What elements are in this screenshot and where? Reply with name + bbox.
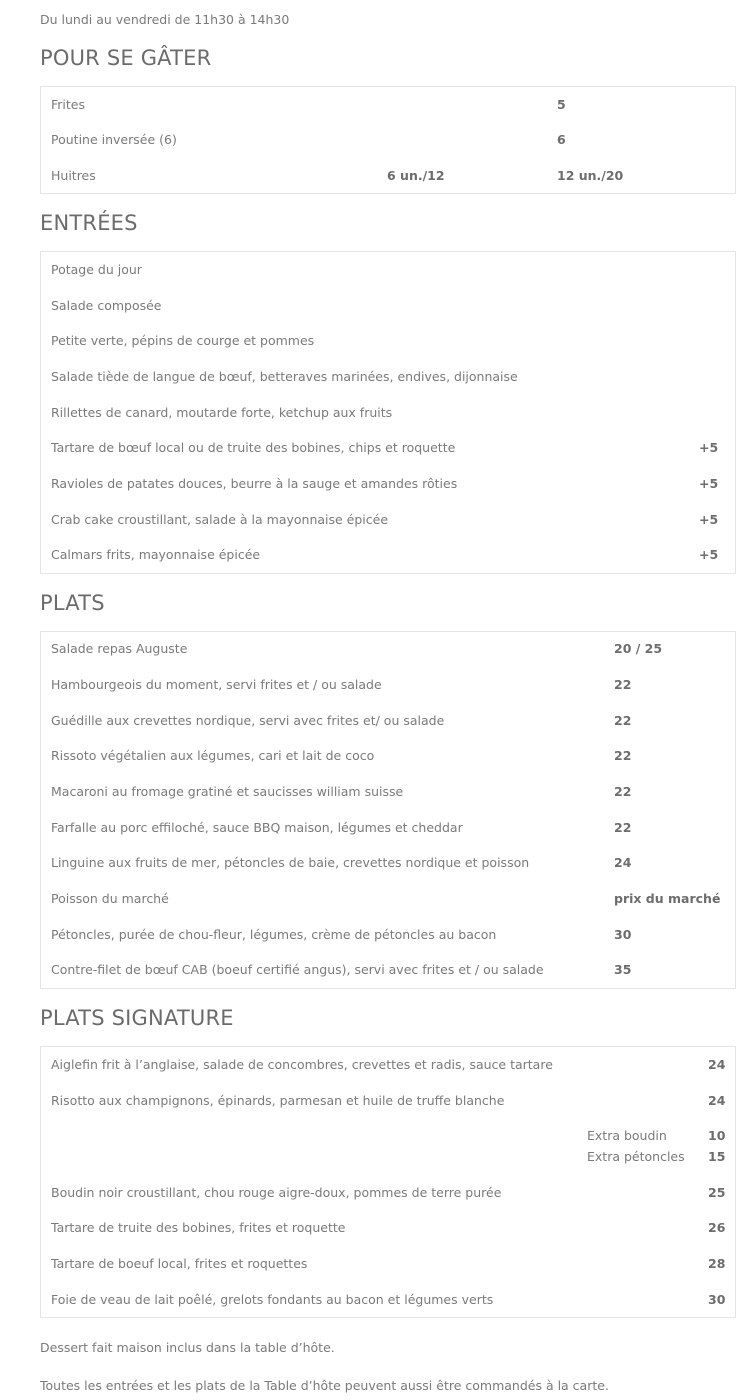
item-name: Risotto aux champignons, épinards, parmesan et huile de truffe blanche xyxy=(51,1093,505,1108)
menu-item xyxy=(41,711,735,731)
a-la-carte-note: Toutes les entrées et les plats de la Table d’hôte peuvent aussi être commandés à la carte. xyxy=(40,1378,609,1393)
item-price: 24 xyxy=(708,1057,726,1072)
item-name: Crab cake croustillant, salade à la mayonnaise épicée xyxy=(51,512,389,527)
item-price: 30 xyxy=(708,1292,726,1307)
dessert-note: Dessert fait maison inclus dans la table d’hôte. xyxy=(40,1340,335,1355)
item-name: Potage du jour xyxy=(51,262,142,277)
menu-item xyxy=(41,1254,735,1274)
item-name: Tartare de truite des bobines, frites et roquette xyxy=(51,1220,346,1235)
item-price: 35 xyxy=(614,962,632,977)
item-name: Huitres xyxy=(51,168,96,183)
menu-item xyxy=(41,639,735,659)
menu-item xyxy=(41,889,735,909)
extra-name: Extra pétoncles xyxy=(587,1149,685,1164)
item-price: 22 xyxy=(614,784,632,799)
item-price: 24 xyxy=(708,1093,726,1108)
menu-item xyxy=(41,818,735,838)
item-name: Poisson du marché xyxy=(51,891,169,906)
menu-box-signature xyxy=(40,1046,736,1318)
item-name: Salade composée xyxy=(51,298,162,313)
extra-price: 10 xyxy=(708,1128,726,1143)
item-name: Tartare de boeuf local, frites et roquettes xyxy=(51,1256,308,1271)
extra-name: Extra boudin xyxy=(587,1128,667,1143)
section-title-signature: PLATS SIGNATURE xyxy=(40,1006,234,1030)
menu-item xyxy=(41,367,735,387)
menu-item xyxy=(41,1183,735,1203)
menu-item xyxy=(41,296,735,316)
item-name: Hambourgeois du moment, servi frites et / ou salade xyxy=(51,677,382,692)
menu-item xyxy=(41,675,735,695)
section-title-gater: POUR SE GÂTER xyxy=(40,46,212,70)
item-name: Guédille aux crevettes nordique, servi avec frites et/ ou salade xyxy=(51,713,445,728)
menu-item xyxy=(41,545,735,565)
item-price-small: 6 un./12 xyxy=(387,168,445,183)
menu-item xyxy=(41,260,735,280)
item-name: Ravioles de patates douces, beurre à la sauge et amandes rôties xyxy=(51,476,458,491)
item-name: Salade tiède de langue de bœuf, betteraves marinées, endives, dijonnaise xyxy=(51,369,518,384)
menu-item xyxy=(41,1218,735,1238)
menu-item xyxy=(41,1055,735,1075)
item-price: 6 xyxy=(557,132,566,147)
menu-item xyxy=(41,438,735,458)
item-price: 26 xyxy=(708,1220,726,1235)
item-price: 5 xyxy=(557,97,566,112)
item-name: Rillettes de canard, moutarde forte, ketchup aux fruits xyxy=(51,405,393,420)
item-name: Aiglefin frit à l’anglaise, salade de concombres, crevettes et radis, sauce tartare xyxy=(51,1057,553,1072)
item-price: prix du marché xyxy=(614,891,721,906)
item-name: Rissoto végétalien aux légumes, cari et lait de coco xyxy=(51,748,375,763)
menu-item xyxy=(41,130,735,150)
item-price: 22 xyxy=(614,820,632,835)
item-name: Foie de veau de lait poêlé, grelots fondants au bacon et légumes verts xyxy=(51,1292,494,1307)
item-price: +5 xyxy=(699,547,719,562)
item-price-large: 12 un./20 xyxy=(557,168,624,183)
menu-item xyxy=(41,925,735,945)
item-name: Salade repas Auguste xyxy=(51,641,188,656)
item-price: +5 xyxy=(699,476,719,491)
extra-item xyxy=(41,1126,735,1146)
item-price: 20 / 25 xyxy=(614,641,663,656)
menu-item xyxy=(41,474,735,494)
menu-item xyxy=(41,510,735,530)
item-name: Tartare de bœuf local ou de truite des bobines, chips et roquette xyxy=(51,440,456,455)
extra-price: 15 xyxy=(708,1149,726,1164)
menu-item xyxy=(41,1091,735,1111)
section-title-entrees: ENTRÉES xyxy=(40,211,138,235)
extra-item xyxy=(41,1147,735,1167)
section-title-plats: PLATS xyxy=(40,591,105,615)
menu-item xyxy=(41,403,735,423)
menu-item xyxy=(41,166,735,186)
item-name: Calmars frits, mayonnaise épicée xyxy=(51,547,261,562)
menu-item xyxy=(41,960,735,980)
item-name: Pétoncles, purée de chou-fleur, légumes, crème de pétoncles au bacon xyxy=(51,927,497,942)
item-name: Contre-filet de bœuf CAB (boeuf certifié angus), servi avec frites et / ou salade xyxy=(51,962,544,977)
item-name: Boudin noir croustillant, chou rouge aigre-doux, pommes de terre purée xyxy=(51,1185,502,1200)
menu-item xyxy=(41,1290,735,1310)
item-price: 25 xyxy=(708,1185,726,1200)
item-price: +5 xyxy=(699,512,719,527)
menu-item xyxy=(41,95,735,115)
menu-box-entrees xyxy=(40,251,736,574)
item-price: 22 xyxy=(614,677,632,692)
menu-box-gater xyxy=(40,86,736,194)
item-price: +5 xyxy=(699,440,719,455)
item-name: Farfalle au porc effiloché, sauce BBQ maison, légumes et cheddar xyxy=(51,820,463,835)
item-price: 30 xyxy=(614,927,632,942)
item-name: Linguine aux fruits de mer, pétoncles de baie, crevettes nordique et poisson xyxy=(51,855,530,870)
menu-item xyxy=(41,746,735,766)
item-price: 24 xyxy=(614,855,632,870)
item-name: Poutine inversée (6) xyxy=(51,132,177,147)
item-price: 22 xyxy=(614,713,632,728)
menu-item xyxy=(41,782,735,802)
item-price: 22 xyxy=(614,748,632,763)
item-name: Frites xyxy=(51,97,85,112)
menu-box-plats xyxy=(40,631,736,989)
item-price: 28 xyxy=(708,1256,726,1271)
item-name: Petite verte, pépins de courge et pommes xyxy=(51,333,315,348)
menu-item xyxy=(41,331,735,351)
menu-item xyxy=(41,853,735,873)
item-name: Macaroni au fromage gratiné et saucisses william suisse xyxy=(51,784,404,799)
hours-text: Du lundi au vendredi de 11h30 à 14h30 xyxy=(40,12,290,27)
